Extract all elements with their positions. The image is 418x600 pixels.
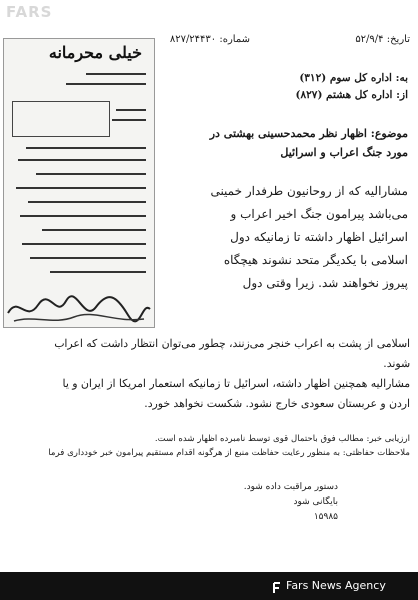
from-line: از: اداره کل هشتم (۸۲۷) (295, 89, 408, 101)
body-line: مشارالیه همچنین اظهار داشته، اسرائیل تا زمانیکه استعمار امریکا از ایران و یا (62, 377, 410, 390)
top-bar (0, 0, 418, 22)
clipping-text-line (116, 109, 146, 111)
closing-line: دستور مراقبت داده شود. (243, 482, 338, 492)
body-line: اردن و عربستان سعودی خارج نشود. شکست نخواهد خورد. (144, 397, 410, 410)
clipping-text-line (86, 73, 146, 75)
closing-line: ۱۵۹۸۵ (313, 512, 338, 522)
clipping-form-box (12, 101, 110, 137)
notes-block (10, 432, 410, 460)
body-paragraph-top (163, 180, 408, 295)
clipping-text-line (16, 187, 146, 189)
footer-bar (0, 572, 418, 600)
body-line: مشارالیه که از روحانیون طرفدار خمینی (210, 184, 408, 198)
evaluation-note: ارزیابی خبر: مطالب فوق باحتمال قوی توسط نامبرده اظهار شده است. (154, 434, 410, 444)
body-line: اسلامی از پشت به اعراب خنجر می‌زنند، چطور می‌توان انتظار داشت که اعراب (54, 337, 410, 350)
clipping-text-line (36, 173, 146, 175)
handwritten-signature-scribble (4, 289, 154, 327)
subject-line-1: موضوع: اظهار نظر محمدحسینی بهشتی در (209, 127, 408, 140)
subject-line-2: مورد جنگ اعراب و اسرائیل (280, 146, 408, 159)
security-note: ملاحظات حفاظتی: به منظور رعایت حفاظت منبع از هرگونه اقدام مستقیم پیرامون خبر خودداری فرما (48, 448, 410, 458)
body-paragraph-bottom (10, 334, 410, 424)
body-line: اسرائیل اظهار داشته تا زمانیکه دول (230, 230, 408, 244)
clipping-text-line (28, 201, 146, 203)
body-line: شوند. (383, 357, 410, 370)
body-line: می‌باشد پیرامون جنگ اخیر اعراب و (230, 207, 408, 221)
document-date: تاریخ: ۵۲/۹/۴ (355, 34, 410, 45)
body-line: پیروز نخواهند شد. زیرا وقتی دول (242, 276, 408, 290)
clipping-text-line (22, 243, 146, 245)
body-line: اسلامی با یکدیگر متحد نشوند هیچگاه (223, 253, 408, 267)
agency-name: Fars News Agency (286, 579, 386, 592)
fars-logo-icon (272, 579, 282, 598)
clipping-text-line (42, 229, 146, 231)
document-number: شماره: ۸۲۷/۲۴۴۳۰ (169, 34, 250, 45)
scanned-clipping-image (3, 38, 155, 328)
closing-line: بایگانی شود (293, 497, 338, 507)
clipping-text-line (26, 147, 146, 149)
closing-block (188, 480, 338, 525)
clipping-text-line (18, 159, 146, 161)
fars-watermark: FARS (6, 3, 53, 21)
clipping-title: خیلی محرمانه (48, 43, 142, 62)
clipping-text-line (66, 83, 146, 85)
clipping-text-line (20, 215, 146, 217)
clipping-text-line (50, 271, 146, 273)
to-line: به: اداره کل سوم (۳۱۲) (299, 72, 408, 84)
subject-block (148, 124, 408, 162)
clipping-text-line (112, 119, 146, 121)
routing-block (208, 70, 408, 104)
clipping-text-line (30, 257, 146, 259)
